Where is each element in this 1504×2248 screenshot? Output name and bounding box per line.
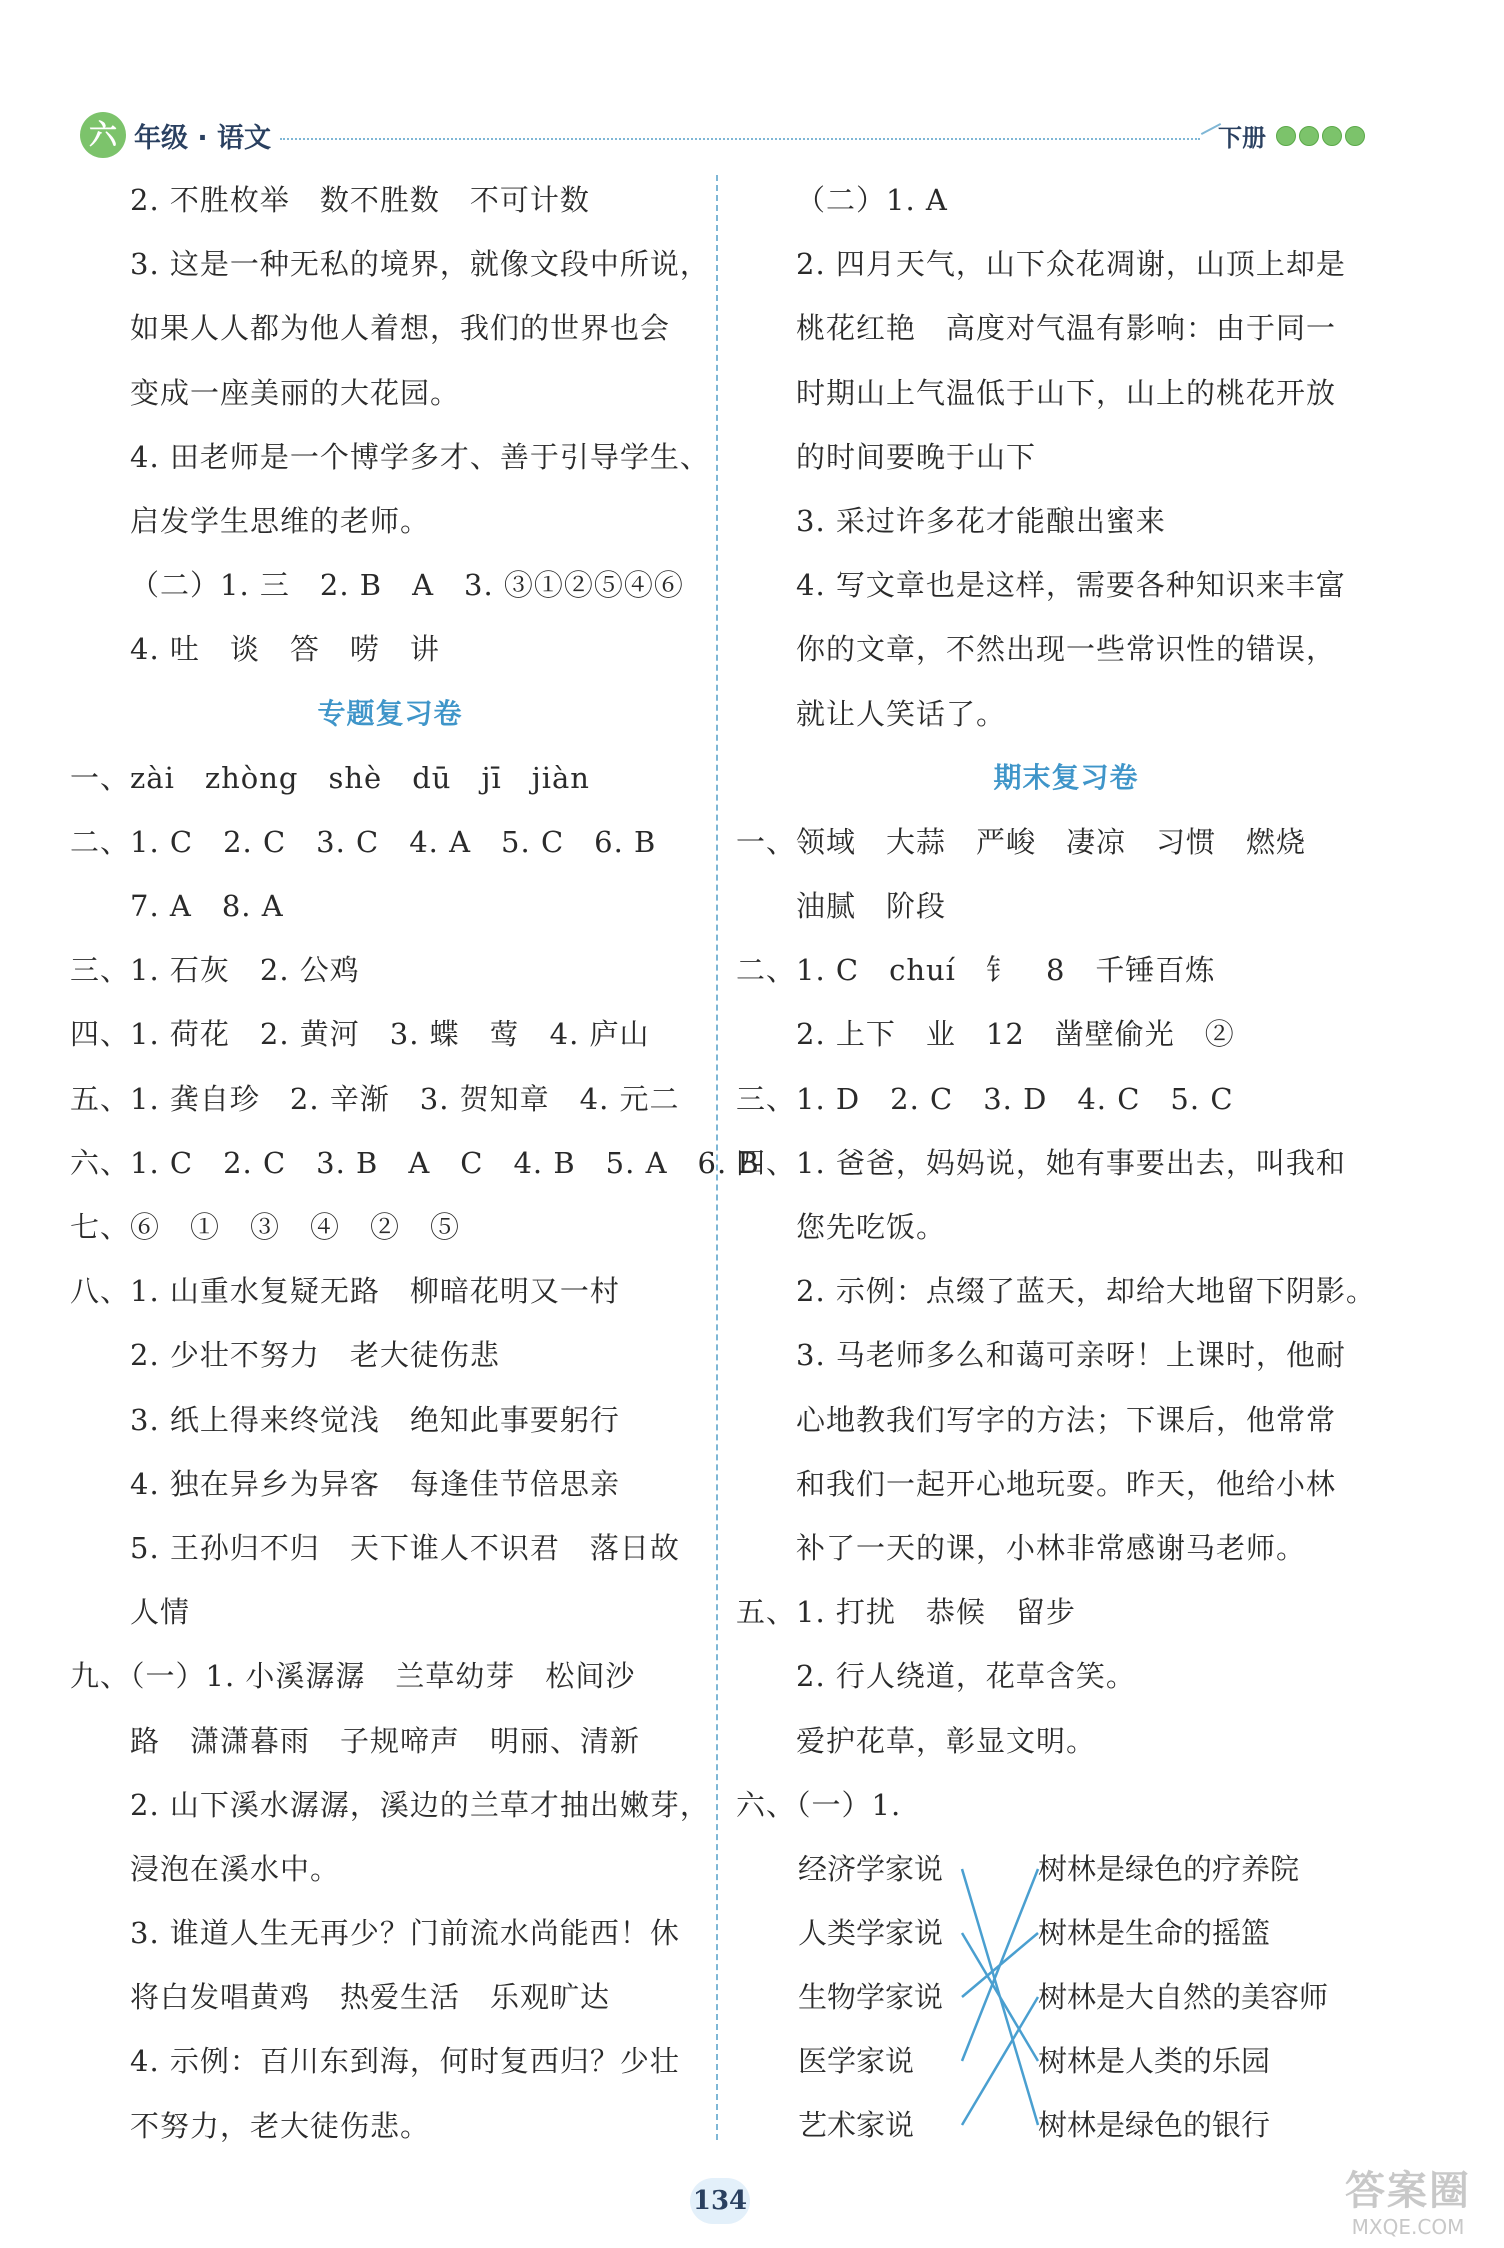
dot-icon <box>1322 126 1342 146</box>
answer-line: 2. 示例：点缀了蓝天，却给大地留下阴影。 <box>796 1274 1376 1309</box>
right-column-lines <box>736 168 1396 1837</box>
answer-line: 四、1. 荷花 2. 黄河 3. 蝶 莺 4. 庐山 <box>70 1017 650 1052</box>
matching-right-list <box>1038 1837 1328 2157</box>
answer-line: 二、1. C chuí 钅 8 千锤百炼 <box>736 953 1216 988</box>
answer-line: 你的文章，不然出现一些常识性的错误， <box>796 632 1337 667</box>
matching-right-item: 树林是生命的摇篮 <box>1038 1915 1271 1950</box>
answer-line: 的时间要晚于山下 <box>796 439 1037 474</box>
answer-line: 补了一天的课，小林非常感谢马老师。 <box>796 1530 1307 1565</box>
answer-line: 五、1. 打扰 恭候 留步 <box>736 1595 1076 1630</box>
dot-icon <box>1299 126 1319 146</box>
answer-line: 2. 山下溪水潺潺，溪边的兰草才抽出嫩芽， <box>130 1787 710 1822</box>
answer-line: 启发学生思维的老师。 <box>130 503 431 538</box>
answer-line: 2. 四月天气，山下众花凋谢，山顶上却是 <box>796 247 1346 282</box>
matching-left-item: 医学家说 <box>798 2043 915 2078</box>
answer-line: 人情 <box>130 1595 191 1630</box>
matching-left-item: 人类学家说 <box>798 1915 944 1950</box>
watermark <box>1320 2168 1496 2244</box>
answer-line: 2. 上下 业 12 凿壁偷光 ② <box>796 1017 1235 1052</box>
matching-right-item: 树林是人类的乐园 <box>1038 2043 1271 2078</box>
answer-line: 4. 写文章也是这样，需要各种知识来丰富 <box>796 568 1346 603</box>
answer-line: 如果人人都为他人着想，我们的世界也会 <box>130 311 671 346</box>
answer-line: 3. 谁道人生无再少？门前流水尚能西！休 <box>130 1916 680 1951</box>
answer-line: 将白发唱黄鸡 热爱生活 乐观旷达 <box>130 1980 611 2015</box>
answer-line: 4. 吐 谈 答 唠 讲 <box>130 632 440 667</box>
answer-line: 不努力，老大徒伤悲。 <box>130 2108 431 2143</box>
answer-line: 您先吃饭。 <box>796 1210 947 1244</box>
answer-line: 3. 纸上得来终觉浅 绝知此事要躬行 <box>130 1402 620 1437</box>
matching-right-item: 树林是绿色的疗养院 <box>1038 1851 1300 1886</box>
answer-line: 2. 少壮不努力 老大徒伤悲 <box>130 1338 500 1373</box>
matching-right-item: 树林是绿色的银行 <box>1038 2107 1271 2142</box>
answer-line: 三、1. 石灰 2. 公鸡 <box>70 953 360 988</box>
answer-line: 7. A 8. A <box>130 889 284 924</box>
answer-line: 七、⑥ ① ③ ④ ② ⑤ <box>70 1210 461 1244</box>
answer-line: 3. 采过许多花才能酿出蜜来 <box>796 503 1166 538</box>
answer-line: 3. 马老师多么和蔼可亲呀！上课时，他耐 <box>796 1338 1346 1373</box>
answer-line: 浸泡在溪水中。 <box>130 1851 341 1886</box>
matching-left-item: 生物学家说 <box>798 1979 944 2014</box>
answer-line: 油腻 阶段 <box>796 889 947 924</box>
answer-line: 一、领域 大蒜 严峻 凄凉 习惯 燃烧 <box>736 824 1307 859</box>
answer-line: 五、1. 龚自珍 2. 辛渐 3. 贺知章 4. 元二 <box>70 1081 680 1116</box>
matching-connector-line <box>962 1869 1038 2061</box>
answer-line: 四、1. 爸爸，妈妈说，她有事要出去，叫我和 <box>736 1145 1346 1180</box>
answer-line: 六、1. C 2. C 3. B A C 4. B 5. A 6. B <box>70 1145 760 1180</box>
section-heading: 专题复习卷 <box>317 696 463 730</box>
matching-left-item: 艺术家说 <box>798 2107 915 2142</box>
matching-left-item: 经济学家说 <box>798 1851 944 1886</box>
matching-right-item: 树林是大自然的美容师 <box>1038 1979 1329 2014</box>
page-number: 134 <box>690 2178 750 2224</box>
watermark-url: MXQE.COM <box>1351 2215 1465 2239</box>
volume-dots <box>1276 126 1365 146</box>
matching-lines <box>956 1837 1046 2157</box>
answer-line: 4. 田老师是一个博学多才、善于引导学生、 <box>130 439 710 474</box>
page-header <box>0 0 1504 170</box>
volume-label: 下册 <box>1218 124 1266 152</box>
answer-line: 4. 示例：百川东到海，何时复西归？少壮 <box>130 2044 680 2079</box>
header-rule <box>280 138 1200 140</box>
answer-line: 八、1. 山重水复疑无路 柳暗花明又一村 <box>70 1274 620 1309</box>
answer-line: （二）1. A <box>796 183 948 217</box>
watermark-logo: 答案圈 <box>1345 2168 1471 2214</box>
matching-left-list <box>798 1837 943 2157</box>
answer-line: 路 潇潇暮雨 子规啼声 明丽、清新 <box>130 1723 641 1758</box>
answer-line: 爱护花草，彰显文明。 <box>796 1723 1097 1758</box>
answer-line: 2. 行人绕道，花草含笑。 <box>796 1659 1136 1694</box>
answer-line: 心地教我们写字的方法；下课后，他常常 <box>796 1402 1337 1437</box>
answer-line: 时期山上气温低于山下，山上的桃花开放 <box>796 375 1337 410</box>
answer-line: 六、（一）1. <box>736 1787 902 1822</box>
answer-line: 5. 王孙归不归 天下谁人不识君 落日故 <box>130 1530 680 1565</box>
matching-exercise <box>736 1837 1396 2157</box>
dot-icon <box>1276 126 1296 146</box>
answer-line: 九、（一）1. 小溪潺潺 兰草幼芽 松间沙 <box>70 1659 636 1694</box>
answer-line: 3. 这是一种无私的境界，就像文段中所说， <box>130 247 710 282</box>
section-heading: 期末复习卷 <box>993 760 1139 794</box>
answer-line: 就让人笑话了。 <box>796 696 1007 731</box>
answer-line: 变成一座美丽的大花园。 <box>130 375 461 410</box>
left-column <box>70 168 760 2158</box>
answer-line: 4. 独在异乡为异客 每逢佳节倍思亲 <box>130 1466 620 1501</box>
grade-subject-label: 年级 · 语文 <box>134 123 272 154</box>
answer-line: 2. 不胜枚举 数不胜数 不可计数 <box>130 183 590 217</box>
grade-badge: 六 <box>80 112 126 158</box>
answer-line: 三、1. D 2. C 3. D 4. C 5. C <box>736 1081 1234 1116</box>
right-column <box>736 168 1396 2157</box>
matching-connector-line <box>962 1997 1038 2125</box>
answer-line: （二）1. 三 2. B A 3. ③①②⑤④⑥ <box>130 568 684 603</box>
dot-icon <box>1345 126 1365 146</box>
matching-connector-line <box>962 1933 1038 2061</box>
answer-line: 二、1. C 2. C 3. C 4. A 5. C 6. B <box>70 824 657 859</box>
answer-line: 和我们一起开心地玩耍。昨天，他给小林 <box>796 1466 1337 1501</box>
answer-line: 桃花红艳 高度对气温有影响：由于同一 <box>796 311 1337 346</box>
answer-line: 一、zài zhòng shè dū jī jiàn <box>70 760 590 795</box>
